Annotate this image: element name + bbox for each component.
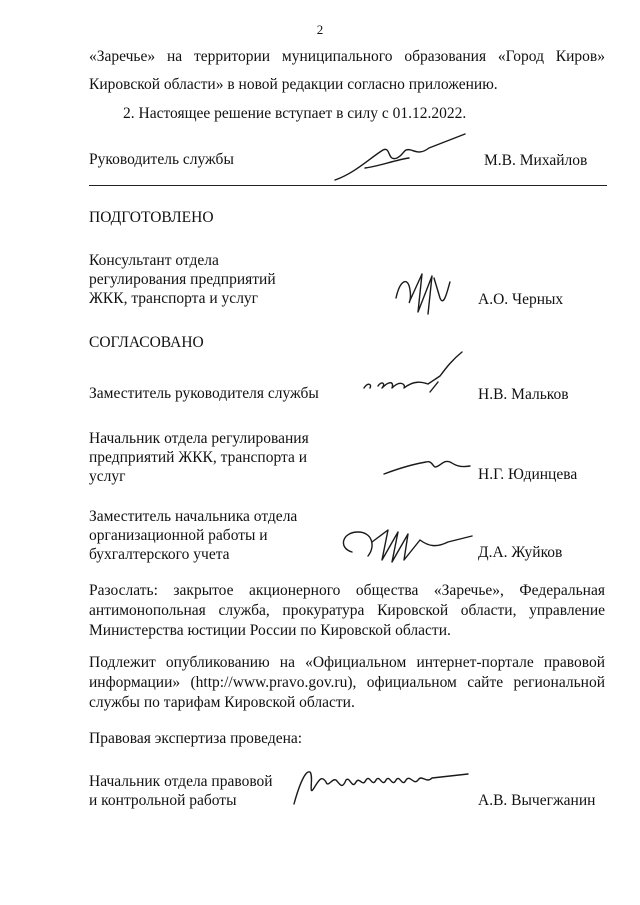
dept-head-position [89,429,309,486]
deputy-dept-line-2: организационной работы и [89,527,268,544]
dept-head-line-1: Начальник отдела регулирования [89,430,309,447]
deputy-dept-signature [332,522,482,572]
head-name: М.В. Михайлов [484,152,588,169]
intro-line-1: «Заречье» на территории муниципального образования «Город Киров» [89,48,605,65]
prepared-signature [388,268,458,320]
dept-head-name: Н.Г. Юдинцева [478,466,578,483]
legal-head-name: А.В. Вычегжанин [478,792,596,809]
prepared-line-2: регулирования предприятий [89,271,276,288]
dept-head-line-3: услуг [89,468,126,485]
legal-review: Правовая экспертиза проведена: [89,730,303,747]
legal-head-line-2: и контрольной работы [89,792,237,809]
deputy-head-title: Заместитель руководителя службы [89,385,319,402]
prepared-line-3: ЖКК, транспорта и услуг [89,290,259,307]
head-title: Руководитель службы [89,151,234,168]
deputy-head-signature [330,348,470,408]
legal-head-signature [288,762,478,812]
publication-line-2: информации» (http://www.pravo.gov.ru), официальном сайте региональной [89,674,605,691]
agreed-heading: СОГЛАСОВАНО [89,334,204,351]
head-signature [325,128,475,188]
publication-block [89,653,605,713]
distribution-line-3: Министерства юстиции России по Кировской области. [89,622,451,639]
intro-line-2: Кировской области» в новой редакции согласно приложению. [89,76,498,93]
clause-2: 2. Настоящее решение вступает в силу с 01.12.2022. [123,105,467,122]
dept-head-line-2: предприятий ЖКК, транспорта и [89,449,307,466]
prepared-heading: ПОДГОТОВЛЕНО [89,209,214,226]
deputy-dept-position [89,507,297,564]
publication-line-3: службы по тарифам Кировской области. [89,694,355,711]
deputy-dept-name: Д.А. Жуйков [478,544,563,561]
prepared-position [89,251,276,308]
distribution-line-2: антимонопольная служба, прокуратура Кировской области, управление [89,602,605,619]
distribution-line-1: Разослать: закрытое акционерного общества «Заречье», Федеральная [89,582,605,599]
prepared-name: А.О. Черных [478,291,564,308]
deputy-dept-line-1: Заместитель начальника отдела [89,508,298,525]
dept-head-signature [380,448,480,482]
divider [89,185,607,186]
page-number: 2 [316,22,324,37]
legal-head-position [89,772,273,810]
distribution-block [89,581,605,641]
deputy-head-name: Н.В. Мальков [478,386,569,403]
deputy-dept-line-3: бухгалтерского учета [89,546,230,563]
publication-line-1: Подлежит опубликованию на «Официальном интернет-портале правовой [89,654,605,671]
legal-head-line-1: Начальник отдела правовой [89,773,273,790]
prepared-line-1: Консультант отдела [89,252,219,269]
